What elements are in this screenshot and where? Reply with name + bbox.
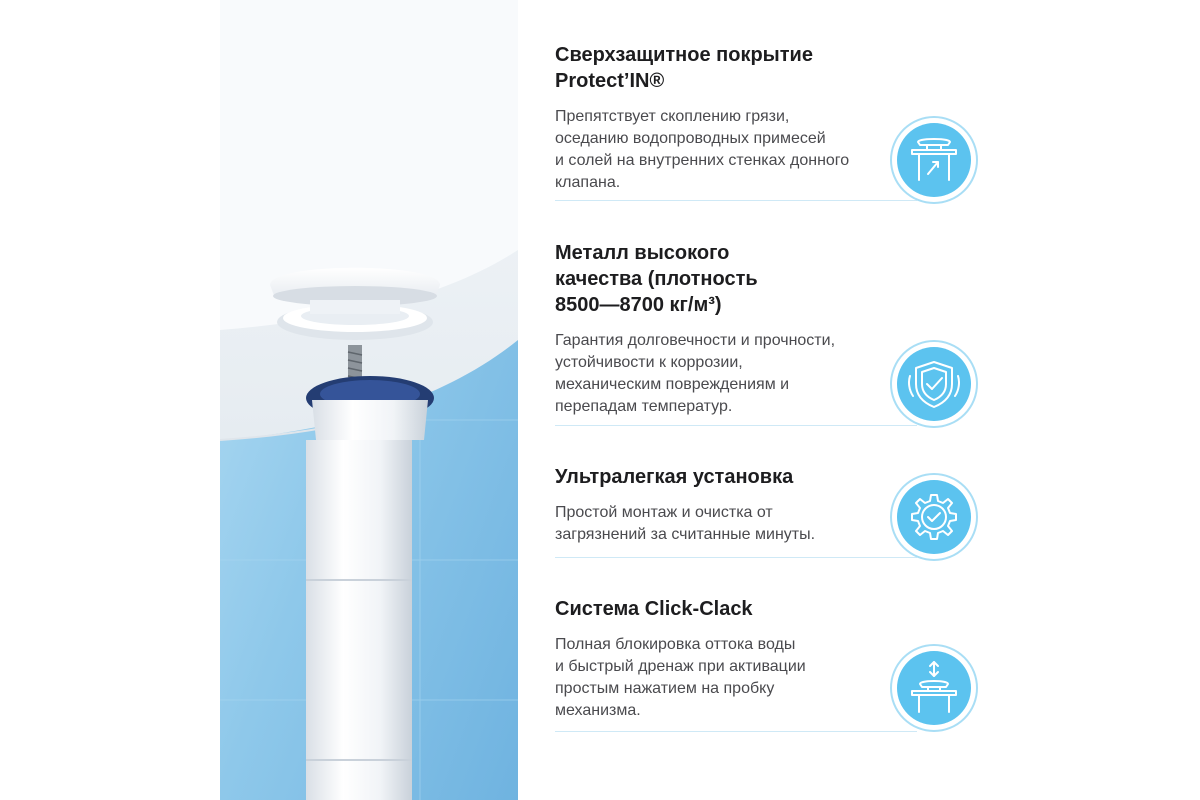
feature-description: Простой монтаж и очистка от загрязнений за считанные минуты.: [555, 504, 816, 543]
feature-description: Препятствует скоплению грязи, оседанию водопроводных примесей и солей на внутренних стенках донного клапана.: [555, 108, 850, 191]
feature-title: Металл высокого качества (плотность 8500—8700 кг/м³): [555, 242, 758, 316]
feature-divider: [555, 557, 917, 558]
feature-item: [555, 42, 985, 194]
product-photo: [220, 0, 518, 800]
feature-divider: [555, 200, 917, 201]
feature-item: [555, 464, 985, 546]
feature-divider: [555, 425, 917, 426]
feature-description: Гарантия долговечности и прочности, устойчивости к коррозии, механическим повреждениям и перепадам температур.: [555, 332, 836, 415]
feature-title: Сверхзащитное покрытие Protect’IN®: [555, 44, 813, 92]
feature-title: Ультралегкая установка: [555, 466, 794, 488]
feature-item: [555, 596, 985, 722]
shield-check-icon: [890, 340, 978, 428]
valve-coating-icon: [890, 116, 978, 204]
feature-divider: [555, 731, 917, 732]
click-clack-plug-icon: [890, 644, 978, 732]
feature-item: [555, 240, 985, 418]
feature-title: Система Click-Clack: [555, 598, 753, 620]
feature-description: Полная блокировка оттока воды и быстрый дренаж при активации простым нажатием на пробку механизма.: [555, 636, 806, 719]
gear-check-icon: [890, 473, 978, 561]
